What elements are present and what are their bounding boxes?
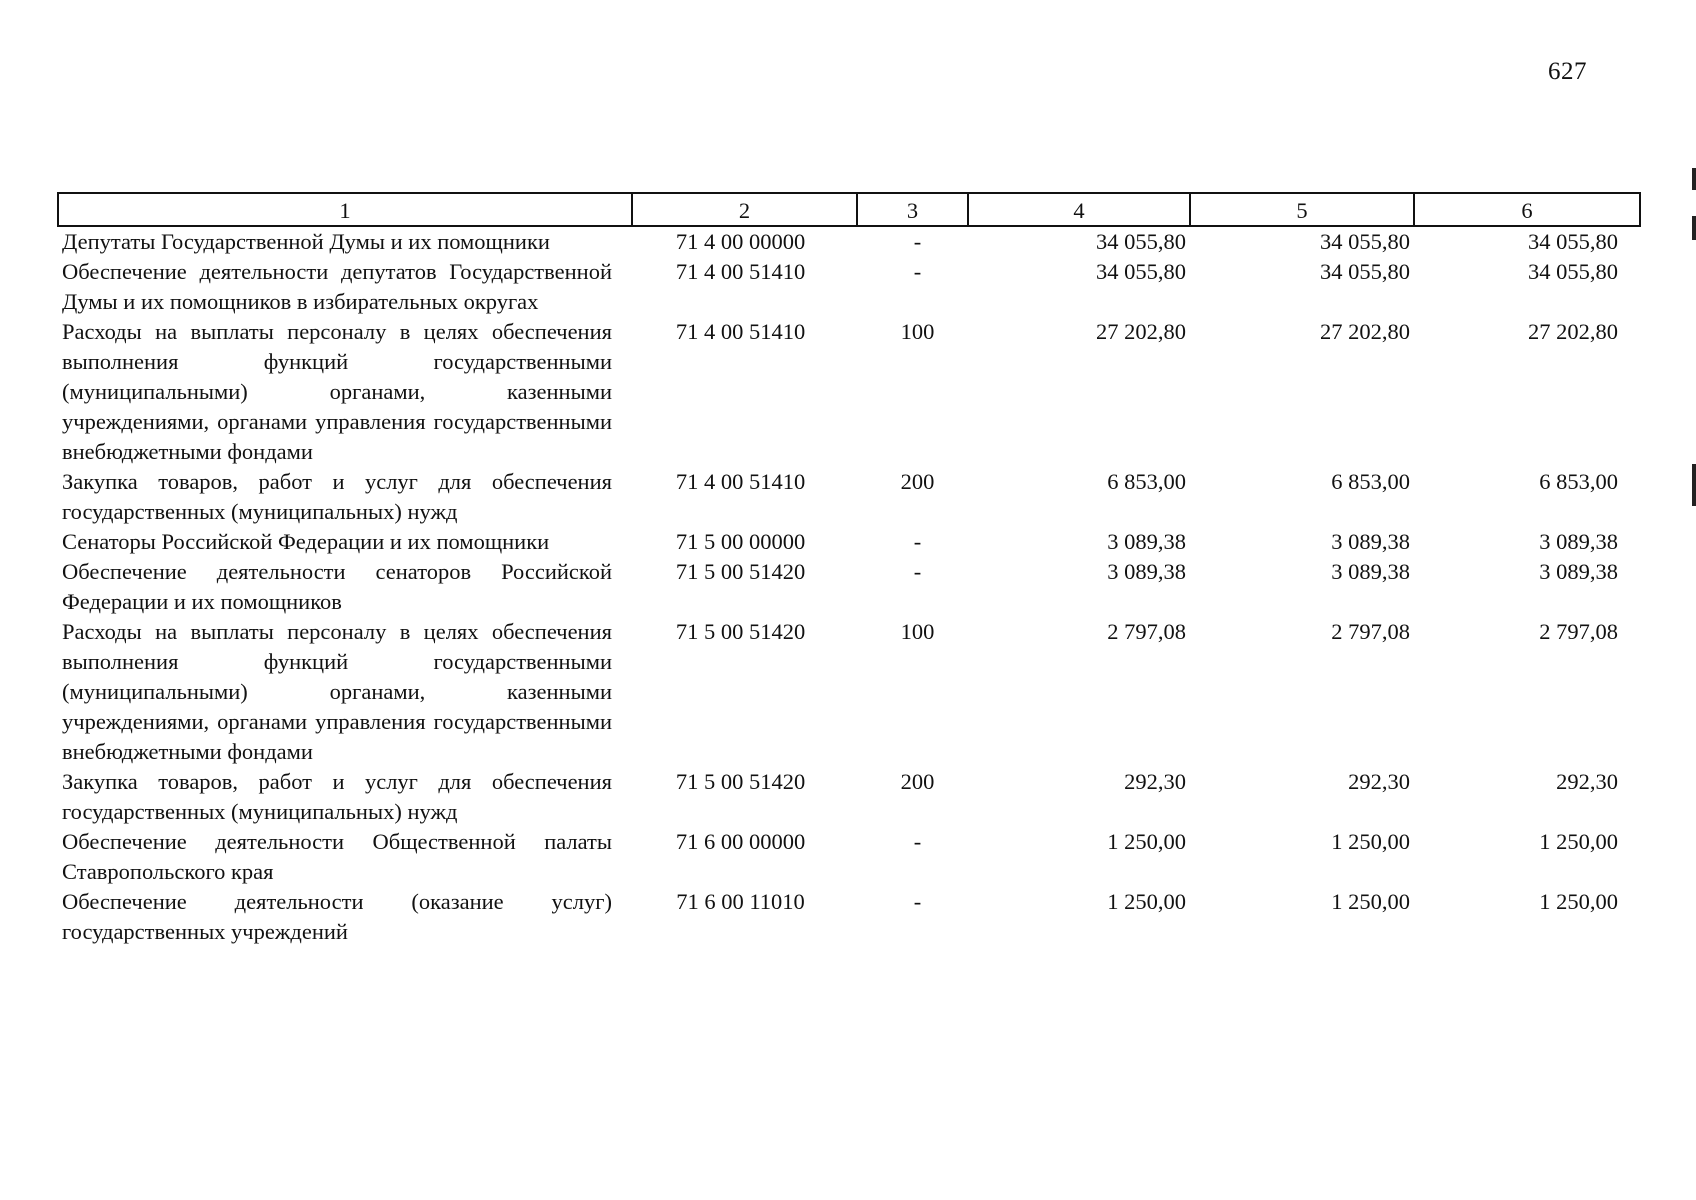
row-name: Закупка товаров, работ и услуг для обеспечения государственных (муниципальных) нужд (62, 769, 612, 824)
table-header (58, 193, 1640, 226)
row-expense-type: - (913, 229, 922, 254)
table-row (58, 887, 1640, 947)
row-value-6: 292,30 (1556, 769, 1618, 794)
row-name: Обеспечение деятельности депутатов Государственной Думы и их помощников в избирательных округах (62, 259, 612, 314)
table-row (58, 557, 1640, 617)
table-row (58, 257, 1640, 317)
row-value-6: 1 250,00 (1539, 889, 1618, 914)
row-value-4: 6 853,00 (1107, 469, 1186, 494)
row-expense-type: 100 (900, 319, 935, 344)
row-code: 71 4 00 51410 (675, 259, 806, 284)
scan-edge-mark (1692, 168, 1696, 190)
row-code: 71 5 00 51420 (675, 769, 806, 794)
row-name: Депутаты Государственной Думы и их помощники (62, 229, 550, 254)
row-code: 71 5 00 00000 (675, 529, 806, 554)
row-value-4: 3 089,38 (1107, 529, 1186, 554)
row-value-5: 34 055,80 (1320, 229, 1410, 254)
row-value-5: 3 089,38 (1331, 529, 1410, 554)
row-value-4: 34 055,80 (1096, 259, 1186, 284)
row-expense-type: 100 (900, 619, 935, 644)
header-col-6: 6 (1414, 193, 1640, 226)
table-row (58, 226, 1640, 257)
row-expense-type: 200 (900, 469, 935, 494)
row-value-6: 34 055,80 (1528, 259, 1618, 284)
table-row (58, 317, 1640, 467)
header-col-4: 4 (968, 193, 1190, 226)
row-expense-type: - (913, 889, 922, 914)
row-name: Закупка товаров, работ и услуг для обеспечения государственных (муниципальных) нужд (62, 469, 612, 524)
row-expense-type: - (913, 259, 922, 284)
budget-table (57, 192, 1641, 947)
table-row (58, 767, 1640, 827)
row-code: 71 4 00 51410 (675, 319, 806, 344)
scan-edge-mark (1692, 216, 1696, 240)
row-code: 71 4 00 51410 (675, 469, 806, 494)
row-value-6: 3 089,38 (1539, 559, 1618, 584)
row-value-4: 34 055,80 (1096, 229, 1186, 254)
row-value-5: 2 797,08 (1331, 619, 1410, 644)
row-value-4: 1 250,00 (1107, 829, 1186, 854)
row-name: Обеспечение деятельности (оказание услуг) государственных учреждений (62, 889, 612, 944)
table-row (58, 617, 1640, 767)
row-value-6: 3 089,38 (1539, 529, 1618, 554)
row-expense-type: - (913, 529, 922, 554)
header-row (58, 193, 1640, 226)
row-value-5: 34 055,80 (1320, 259, 1410, 284)
row-code: 71 4 00 00000 (675, 229, 806, 254)
row-name: Расходы на выплаты персоналу в целях обеспечения выполнения функций государственными (муниципальными) органами, казенными учреждениями, органами управления государственными внебюджетными фондами (62, 319, 612, 464)
row-value-4: 2 797,08 (1107, 619, 1186, 644)
table-row (58, 467, 1640, 527)
row-value-6: 27 202,80 (1528, 319, 1618, 344)
row-name: Сенаторы Российской Федерации и их помощники (62, 529, 550, 554)
scan-edge-mark (1692, 464, 1696, 506)
row-code: 71 5 00 51420 (675, 559, 806, 584)
row-name: Обеспечение деятельности Общественной палаты Ставропольского края (62, 829, 612, 884)
header-col-5: 5 (1190, 193, 1414, 226)
row-value-6: 1 250,00 (1539, 829, 1618, 854)
row-value-4: 3 089,38 (1107, 559, 1186, 584)
header-col-1: 1 (58, 193, 632, 226)
row-value-5: 1 250,00 (1331, 829, 1410, 854)
row-value-6: 6 853,00 (1539, 469, 1618, 494)
row-value-5: 6 853,00 (1331, 469, 1410, 494)
row-expense-type: - (913, 829, 922, 854)
row-name: Расходы на выплаты персоналу в целях обеспечения выполнения функций государственными (муниципальными) органами, казенными учреждениями, органами управления государственными внебюджетными фондами (62, 619, 612, 764)
row-value-5: 3 089,38 (1331, 559, 1410, 584)
table-row (58, 827, 1640, 887)
row-value-6: 34 055,80 (1528, 229, 1618, 254)
row-value-4: 1 250,00 (1107, 889, 1186, 914)
row-value-5: 27 202,80 (1320, 319, 1410, 344)
header-col-2: 2 (632, 193, 857, 226)
row-expense-type: 200 (900, 769, 935, 794)
header-col-3: 3 (857, 193, 968, 226)
row-value-5: 1 250,00 (1331, 889, 1410, 914)
row-expense-type: - (913, 559, 922, 584)
row-value-4: 27 202,80 (1096, 319, 1186, 344)
page-number: 627 (1548, 58, 1587, 85)
table-row (58, 527, 1640, 557)
row-value-4: 292,30 (1124, 769, 1186, 794)
row-value-6: 2 797,08 (1539, 619, 1618, 644)
row-value-5: 292,30 (1348, 769, 1410, 794)
row-code: 71 5 00 51420 (675, 619, 806, 644)
row-code: 71 6 00 00000 (675, 829, 806, 854)
row-code: 71 6 00 11010 (676, 889, 805, 914)
row-name: Обеспечение деятельности сенаторов Российской Федерации и их помощников (62, 559, 612, 614)
table-body (58, 226, 1640, 947)
